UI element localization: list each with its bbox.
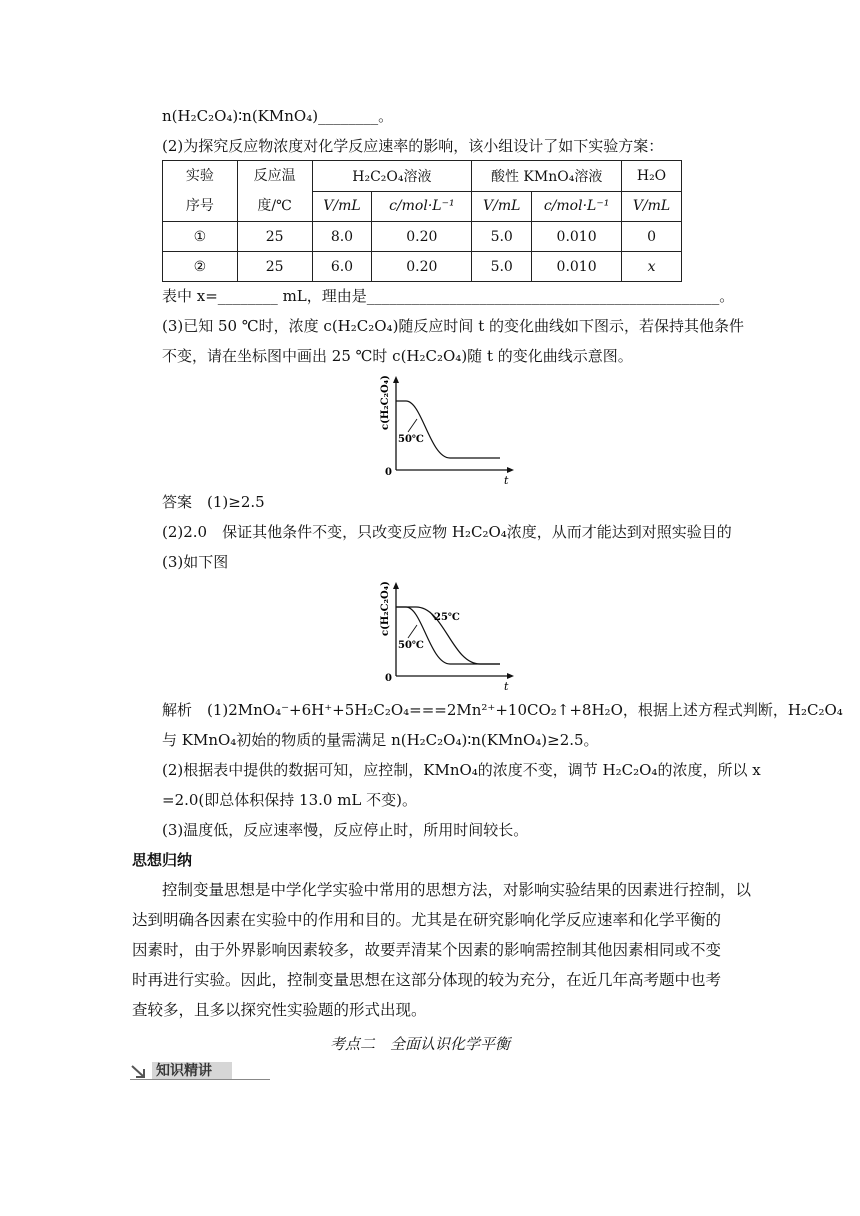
graph-50c [372, 374, 522, 486]
top-ratio-line: n(H₂C₂O₄)∶n(KMnO₄)________。 [162, 107, 394, 125]
table-cell: ② [163, 252, 238, 282]
header-temperature [237, 161, 312, 222]
summary-line-3: 因素时，由于外界影响因素较多，故要弄清某个因素的影响需控制其他因素相同或不变 [132, 941, 722, 959]
answer-line-1: 答案 (1)≥2.5 [162, 493, 265, 511]
subheader-volume-2: V/mL [472, 191, 532, 222]
origin-label: 0 [385, 673, 392, 684]
table-row [163, 222, 682, 252]
y-axis-label: c(H₂C₂O₄) [380, 581, 391, 636]
x-axis-label: t [504, 680, 509, 692]
table-cell: 8.0 [312, 222, 372, 252]
knowledge-label: 知识精讲 [156, 1063, 212, 1079]
table-cell: 25 [237, 222, 312, 252]
y-axis-arrow [393, 582, 399, 589]
table-cell: x [622, 252, 682, 282]
answer-line-3: (3)如下图 [162, 553, 229, 571]
header-h2c2o4: H₂C₂O₄溶液 [312, 161, 472, 192]
table-cell: 0.010 [532, 252, 622, 282]
table-cell: 5.0 [472, 252, 532, 282]
knowledge-banner [130, 1062, 270, 1080]
header-experiment [163, 161, 238, 222]
curve-label-50c: 50℃ [398, 640, 424, 651]
analysis-line-5: (3)温度低，反应速率慢，反应停止时，所用时间较长。 [162, 821, 529, 839]
question-3-line2: 不变，请在坐标图中画出 25 ℃时 c(H₂C₂O₄)随 t 的变化曲线示意图。 [162, 347, 633, 365]
summary-line-5: 查较多，且多以探究性实验题的形式出现。 [132, 1001, 427, 1019]
after-table-line: 表中 x=________ mL，理由是_______________________________________________。 [162, 287, 735, 305]
header-experiment-line1: 实验 [185, 168, 214, 184]
subheader-volume-3: V/mL [622, 191, 682, 222]
header-temperature-line1: 反应温 [253, 168, 296, 184]
arrow-icon [130, 1064, 150, 1080]
experiment-table [162, 160, 682, 282]
summary-line-1: 控制变量思想是中学化学实验中常用的思想方法，对影响实验结果的因素进行控制，以 [162, 881, 752, 899]
curve-50c [396, 401, 500, 458]
table-cell: 0 [622, 222, 682, 252]
table-cell: 0.20 [372, 252, 472, 282]
header-experiment-line2: 序号 [185, 198, 214, 214]
question-3-line1: (3)已知 50 ℃时，浓度 c(H₂C₂O₄)随反应时间 t 的变化曲线如下图示，若保持其他条件 [162, 317, 744, 335]
summary-line-4: 时再进行实验。因此，控制变量思想在这部分体现的较为充分，在近几年高考题中也考 [132, 971, 722, 989]
analysis-line-2: 与 KMnO₄初始的物质的量需满足 n(H₂C₂O₄)∶n(KMnO₄)≥2.5。 [162, 731, 599, 749]
table-cell: 5.0 [472, 222, 532, 252]
header-h2o: H₂O [622, 161, 682, 192]
origin-label: 0 [385, 467, 392, 478]
header-kmno4: 酸性 KMnO₄溶液 [472, 161, 622, 192]
x-axis-label: t [504, 474, 509, 486]
section-heading: 思想归纳 [132, 851, 193, 869]
curve-label-pointer-50c [408, 625, 417, 638]
table-cell: 25 [237, 252, 312, 282]
y-axis-label: c(H₂C₂O₄) [380, 375, 391, 430]
analysis-line-4: =2.0(即总体积保持 13.0 mL 不变)。 [162, 791, 418, 809]
table-cell: 6.0 [312, 252, 372, 282]
subheader-concentration-2: c/mol·L⁻¹ [532, 191, 622, 222]
answer-line-2: (2)2.0 保证其他条件不变，只改变反应物 H₂C₂O₄浓度，从而才能达到对照实验目的 [162, 523, 732, 541]
header-temperature-line2: 度/℃ [257, 198, 292, 214]
kaodian-title: 考点二 全面认识化学平衡 [330, 1035, 511, 1053]
question-2-intro: (2)为探究反应物浓度对化学反应速率的影响，该小组设计了如下实验方案： [162, 137, 664, 155]
y-axis-arrow [393, 376, 399, 383]
curve-label-50c: 50℃ [398, 434, 424, 445]
subheader-concentration-1: c/mol·L⁻¹ [372, 191, 472, 222]
knowledge-underline [130, 1079, 270, 1080]
table-row [163, 252, 682, 282]
table-cell: ① [163, 222, 238, 252]
subheader-volume-1: V/mL [312, 191, 372, 222]
table-cell: 0.20 [372, 222, 472, 252]
table-cell: 0.010 [532, 222, 622, 252]
graph-25c-50c [372, 580, 522, 692]
x-axis-arrow [507, 673, 514, 679]
x-axis-arrow [507, 467, 514, 473]
curve-label-25c: 25℃ [434, 612, 460, 623]
analysis-line-3: (2)根据表中提供的数据可知，应控制，KMnO₄的浓度不变，调节 H₂C₂O₄的浓度，所以 x [162, 761, 761, 779]
summary-line-2: 达到明确各因素在实验中的作用和目的。尤其是在研究影响化学反应速率和化学平衡的 [132, 911, 722, 929]
curve-label-pointer [408, 419, 417, 432]
analysis-line-1: 解析 (1)2MnO₄⁻+6H⁺+5H₂C₂O₄===2Mn²⁺+10CO₂↑+8H₂O，根据上述方程式判断，H₂C₂O₄ [162, 701, 843, 719]
